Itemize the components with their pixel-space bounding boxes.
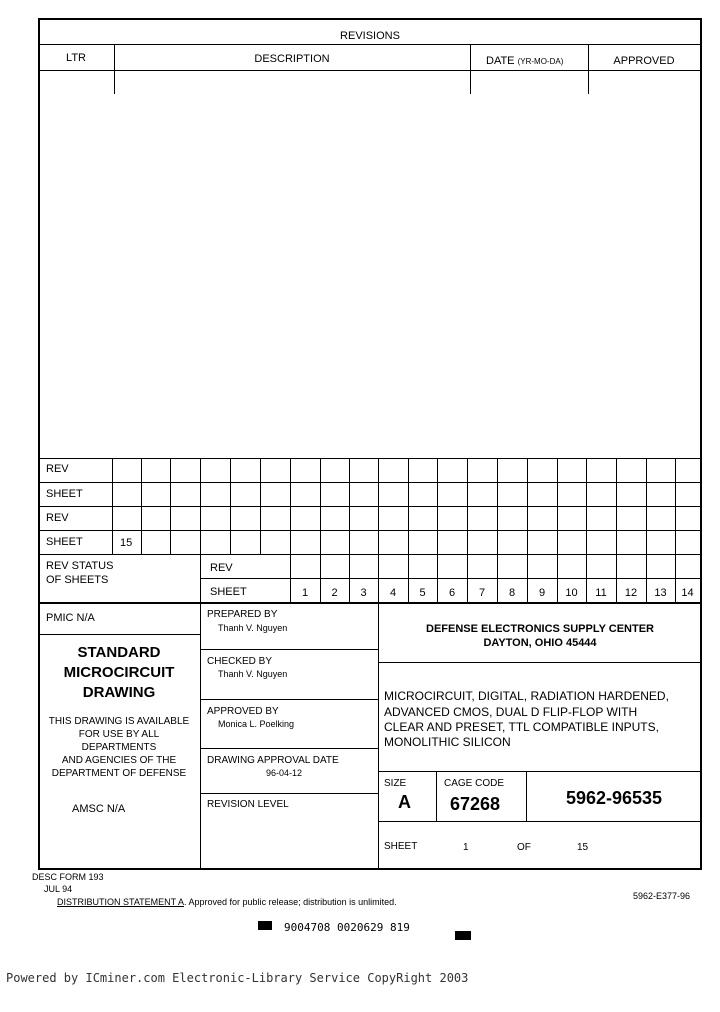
sheet-number: 1 bbox=[301, 587, 309, 599]
approved-header: APPROVED bbox=[613, 55, 675, 67]
form-number: DESC FORM 193 bbox=[32, 872, 104, 882]
barcode-block-left bbox=[258, 921, 272, 930]
status-rev-label: REV bbox=[210, 562, 233, 574]
approval-date-value: 96-04-12 bbox=[266, 768, 303, 778]
sheet-number: 7 bbox=[478, 587, 486, 599]
standard-title-2: MICROCIRCUIT bbox=[63, 664, 175, 681]
pmic-label: PMIC N/A bbox=[46, 612, 95, 624]
approved-by-label: APPROVED BY bbox=[207, 706, 279, 717]
sheet-row-1-label: SHEET bbox=[46, 488, 83, 500]
approved-by-name: Monica L. Poelking bbox=[218, 719, 295, 729]
sheet-number: 10 bbox=[565, 587, 578, 599]
cage-code-value: 67268 bbox=[450, 794, 501, 814]
sheet-number: 8 bbox=[508, 587, 516, 599]
checked-by-label: CHECKED BY bbox=[207, 656, 273, 667]
sheet-number: 12 bbox=[624, 587, 638, 599]
form-date: JUL 94 bbox=[44, 884, 73, 894]
barcode-text: 9004708 0020629 819 bbox=[284, 921, 410, 934]
agency-address: DAYTON, OHIO 45444 bbox=[483, 637, 597, 649]
drawing-description-4: MONOLITHIC SILICON bbox=[384, 735, 511, 749]
of-label: OF bbox=[517, 842, 531, 853]
drawing-description-1: MICROCIRCUIT, DIGITAL, RADIATION HARDENED, bbox=[384, 689, 669, 703]
drawing-description-3: CLEAR AND PRESET, TTL COMPATIBLE INPUTS, bbox=[384, 720, 659, 734]
revision-level-label: REVISION LEVEL bbox=[207, 799, 289, 810]
distribution-text: . Approved for public release; distribution is unlimited. bbox=[184, 897, 397, 907]
ltr-header: LTR bbox=[66, 52, 86, 64]
powered-by-watermark: Powered by ICminer.com Electronic-Library Service CopyRight 2003 bbox=[6, 971, 469, 985]
form-code: 5962-E377-96 bbox=[633, 891, 691, 901]
distribution-label: DISTRIBUTION STATEMENT A bbox=[57, 897, 185, 907]
drawing-description-2: ADVANCED CMOS, DUAL D FLIP-FLOP WITH bbox=[384, 705, 638, 719]
sheet-number: 11 bbox=[595, 587, 607, 599]
amsc-label: AMSC N/A bbox=[72, 803, 126, 815]
rev-status-label-2: OF SHEETS bbox=[46, 574, 109, 586]
sheet-number: 3 bbox=[360, 587, 367, 599]
sheet-row-2-label: SHEET bbox=[46, 536, 83, 548]
prepared-by-name: Thanh V. Nguyen bbox=[218, 623, 288, 633]
standard-title-3: DRAWING bbox=[82, 684, 156, 701]
distribution-statement bbox=[57, 898, 397, 907]
sheet-number: 9 bbox=[538, 587, 546, 599]
rev-row-2-label: REV bbox=[46, 512, 69, 524]
drawing-number: 5962-96535 bbox=[565, 788, 663, 808]
barcode-block-right bbox=[455, 931, 471, 940]
revisions-title: REVISIONS bbox=[340, 30, 400, 42]
availability-line-4: AND AGENCIES OF THE bbox=[61, 755, 177, 766]
sheet-label: SHEET bbox=[384, 841, 418, 852]
sheet-value: 1 bbox=[463, 842, 469, 853]
rev-status-label-1: REV STATUS bbox=[46, 560, 114, 572]
cage-code-label: CAGE CODE bbox=[444, 778, 505, 789]
prepared-by-label: PREPARED BY bbox=[207, 609, 278, 620]
rev-row-1-label: REV bbox=[46, 463, 69, 475]
of-value: 15 bbox=[577, 842, 589, 853]
description-header: DESCRIPTION bbox=[254, 53, 330, 65]
size-value: A bbox=[398, 792, 411, 812]
standard-title-1: STANDARD bbox=[77, 644, 161, 661]
agency-name: DEFENSE ELECTRONICS SUPPLY CENTER bbox=[426, 623, 654, 635]
sheet-number: 6 bbox=[448, 587, 456, 599]
checked-by-name: Thanh V. Nguyen bbox=[218, 669, 288, 679]
sheet-number: 4 bbox=[389, 587, 397, 599]
sheet-number: 5 bbox=[419, 587, 426, 599]
sheet-number: 2 bbox=[331, 587, 338, 599]
availability-line-1: THIS DRAWING IS AVAILABLE bbox=[48, 716, 190, 727]
date-header: DATE (YR-MO-DA) bbox=[486, 55, 564, 67]
availability-line-2: FOR USE BY ALL bbox=[78, 729, 160, 740]
status-sheet-label: SHEET bbox=[210, 586, 247, 598]
availability-line-5: DEPARTMENT OF DEFENSE bbox=[51, 768, 187, 779]
size-label: SIZE bbox=[384, 778, 407, 789]
sheet-row-2-first-value: 15 bbox=[120, 537, 133, 549]
approval-date-label: DRAWING APPROVAL DATE bbox=[207, 755, 339, 766]
availability-line-3: DEPARTMENTS bbox=[81, 742, 157, 753]
sheet-number: 14 bbox=[681, 587, 694, 599]
sheet-number: 13 bbox=[654, 587, 667, 599]
